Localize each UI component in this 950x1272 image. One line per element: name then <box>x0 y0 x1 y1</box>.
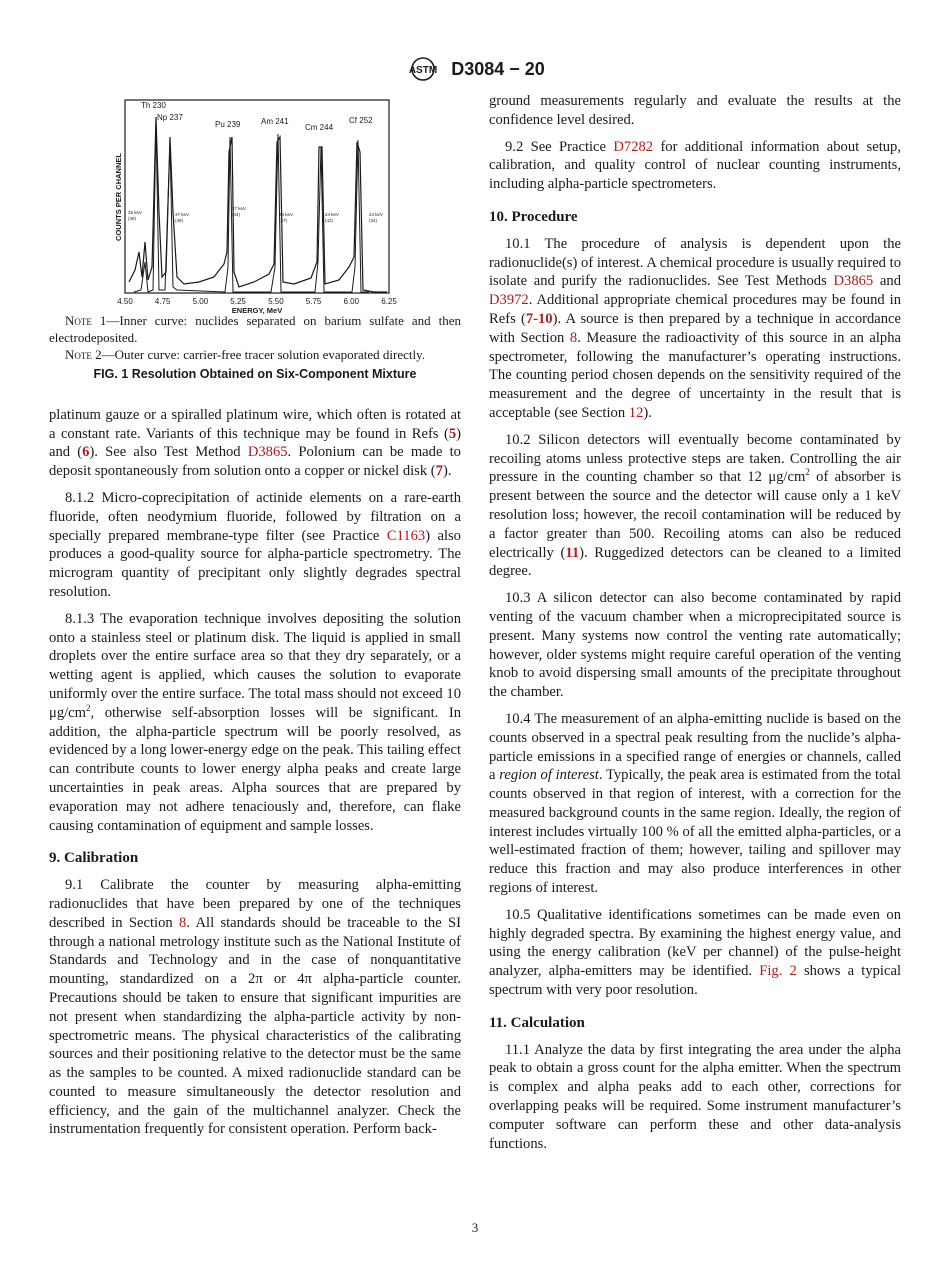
paragraph-8-1-2: 8.1.2 Micro-coprecipitation of actinide elements on a rare-earth fluoride, often neodymium fluoride, followed by filtration on a specially prepared membrane-type filter (see Practice C1163) also produces a good-quality source for alpha-particle spectrometry. The microgram quantity of precipitant only slightly degrades spectral resolution. <box>49 489 461 600</box>
page-number: 3 <box>471 1220 479 1235</box>
link-d7282[interactable]: D7282 <box>613 138 654 155</box>
page-header <box>0 56 950 82</box>
peak-label-th230: Th 230 <box>141 101 166 110</box>
document-id: D3084 − 20 <box>451 58 545 79</box>
section-heading-procedure: 10. Procedure <box>489 208 578 225</box>
section-heading-calculation: 11. Calculation <box>489 1014 585 1031</box>
astm-logo-icon <box>405 56 441 82</box>
peak-label-cf252: Cf 252 <box>349 116 373 125</box>
peak-label-pu239: Pu 239 <box>215 120 241 129</box>
link-fig-2[interactable]: Fig. 2 <box>759 963 797 980</box>
link-section-8[interactable]: 8 <box>179 914 187 931</box>
svg-text:5.00: 5.00 <box>192 297 209 306</box>
svg-text:25 keV: 25 keV <box>128 210 143 215</box>
ref-link-7-10[interactable]: 7-10 <box>525 310 553 327</box>
figure-1-chart <box>49 92 461 312</box>
peak-label-am241: Am 241 <box>261 117 289 126</box>
svg-text:ASTM: ASTM <box>409 65 438 76</box>
peak-label-np237: Np 237 <box>157 113 183 122</box>
paragraph-8-1-3: 8.1.3 The evaporation technique involves depositing the solution onto a stainless steel or platinum disk. The liquid is applied in small droplets over the entire surface area so that they dry separately, or a wetting agent is applied, which causes the solution to evaporate uniformly over the entire surface. The total mass should not exceed 10 $\mu g/cm^2$, otherwise self-absorption losses will be significant. In addition, the alpha-particle spectrum will be poorly resolved, as evidenced by a long lower-energy edge on the peak. This tailing effect can contribute counts to lower energy alpha peaks and create large uncertainties in peak areas. Alpha sources that are prepared by evaporation may not adhere tenaciously and, therefore, can flake causing contamination of equipment and sample losses. <box>49 610 461 834</box>
svg-text:(39): (39) <box>128 216 137 221</box>
ref-link-11[interactable]: 11 <box>565 544 580 561</box>
svg-text:(49): (49) <box>175 218 184 223</box>
svg-text:5.25: 5.25 <box>230 297 246 306</box>
paragraph-9-1-cont: ground measurements regularly and evaluate the results at the confidence level desired. <box>489 93 901 128</box>
svg-text:6.00: 6.00 <box>343 297 360 306</box>
paragraph-10-4: 10.4 The measurement of an alpha-emitting nuclide is based on the counts observed in a spectral peak resulting from the nuclide’s alpha-particle emissions in a specified range of energies or channels, called a region of interest. Typically, the peak area is estimated from the total counts observed in that region of interest, with a correction for the measured background counts in the same region. Ideally, the region of interest includes virtually 100 % of all the emitted alpha-particles, or a well-estimated fraction of them; however, tailing and spillover may reduce this fraction and may also produce interferences in other regions of interest. <box>489 710 901 897</box>
svg-text:4.50: 4.50 <box>117 297 133 306</box>
svg-text:24 keV: 24 keV <box>279 212 294 217</box>
paragraph-8-1-1-cont: platinum gauze or a spiralled platinum wire, which often is rotated at a constant rate. Variants of this technique may be found in Refs (5) and (6). See also Test Method D3865. Polonium can be made to deposit spontaneously from solution onto a copper or nickel disk (7). <box>49 406 461 480</box>
svg-text:(34): (34) <box>369 218 378 223</box>
figure-caption: FIG. 1 Resolution Obtained on Six-Component Mixture <box>93 367 417 381</box>
section-heading-calibration: 9. Calibration <box>49 850 139 867</box>
svg-text:5.50: 5.50 <box>268 297 284 306</box>
paragraph-9-1: 9.1 Calibrate the counter by measuring alpha-emitting radionuclides that have been prepared by one of the techniques described in Section 8. All standards should be traceable to the SI through a national metrology institute such as the National Institute of Standards and Technology and in the case of nonquantitative mounting, standardized on a 2π or 4π alpha-particle counter. Precautions should be taken to ensure that significant impurities are not present when standardizing the alpha-particle activity by non-spectrometric means. The physical characteristics of the calibrating sources and their positioning relative to the detector must be the same as the samples to be counted. A mixed radionuclide standard can be counted to measure simultaneously the detector resolution and efficiency, and the gain of the multichannel analyzer. Check the instrumentation frequently for consistent operation. Perform back- <box>49 877 461 1138</box>
svg-text:24 keV: 24 keV <box>369 212 384 217</box>
link-d3865[interactable]: D3865 <box>247 444 288 461</box>
link-d3865[interactable]: D3865 <box>833 273 874 290</box>
figure-note-1: Note 1—Inner curve: nuclides separated on barium sulfate and then electrodeposited. <box>49 313 461 345</box>
ref-link-6[interactable]: 6 <box>82 444 90 461</box>
link-section-8[interactable]: 8 <box>569 329 578 346</box>
svg-text:(37): (37) <box>279 218 288 223</box>
svg-text:COUNTS PER CHANNEL: COUNTS PER CHANNEL <box>114 153 123 241</box>
paragraph-10-3: 10.3 A silicon detector can also become contaminated by rapid venting of the vacuum chamber when a microprecipitated source is present. Many systems now control the venting rate automatically; however, older systems might require careful operation of the venting knob to avoid dispersing small amounts of the precipitate throughout the chamber. <box>489 590 901 701</box>
peak-label-cm244: Cm 244 <box>305 123 334 132</box>
svg-text:37 keV: 37 keV <box>175 212 190 217</box>
paragraph-11-1: 11.1 Analyze the data by first integrating the area under the alpha peak to obtain a gross count for the alpha emitter. When the spectrum is complex and alpha peaks add to each other, corrections for overlapping peaks will be required. Some instrument manufacturer’s computer software can perform these and other data-analysis functions. <box>489 1041 901 1152</box>
link-section-12[interactable]: 12 <box>628 404 644 421</box>
left-column <box>49 92 461 1147</box>
link-d3972[interactable]: D3972 <box>489 292 529 309</box>
svg-text:24 keV: 24 keV <box>325 212 340 217</box>
ref-link-5[interactable]: 5 <box>448 425 457 442</box>
paragraph-10-5: 10.5 Qualitative identifications sometimes can be made even on highly degraded spectra. By examining the highest energy value, and using the energy calibration (keV per channel) of the pulse-height analyzer, alpha-emitters may be identified. Fig. 2 shows a typical spectrum with very poor resolution. <box>489 906 901 999</box>
svg-text:27 keV: 27 keV <box>232 206 247 211</box>
link-c1163[interactable]: C1163 <box>386 527 426 544</box>
paragraph-10-2: 10.2 Silicon detectors will eventually become contaminated by recoiling atoms unless protective steps are taken. Controlling the air pressure in the counting chamber so that 12 $\mu g/cm^2$ of absorber is present between the source and the detector will cause only a 1 keV resolution loss; however, the recoil contamination will be reduced by a factor greater than 500. Recoiling atoms can also be reduced electrically (11). Ruggedized detectors can be cleaned to a limited degree. <box>489 431 902 580</box>
alpha-spectrum-chart <box>49 92 461 314</box>
svg-text:4.75: 4.75 <box>154 297 171 306</box>
figure-note-2: Note 2—Outer curve: carrier-free tracer solution evaporated directly. <box>65 347 426 362</box>
ref-link-7[interactable]: 7 <box>435 463 443 480</box>
svg-text:6.25: 6.25 <box>381 297 397 306</box>
paragraph-9-2: 9.2 See Practice D7282 for additional information about setup, calibration, and quality control of nuclear counting instruments, including alpha-particle spectrometers. <box>489 138 901 193</box>
right-column <box>489 92 901 1161</box>
svg-text:(42): (42) <box>325 218 334 223</box>
svg-text:5.75: 5.75 <box>305 297 322 306</box>
svg-text:(44): (44) <box>232 212 241 217</box>
paragraph-10-1: 10.1 The procedure of analysis is dependent upon the radionuclide(s) of interest. A chemical procedure is usually required to isolate and purify the radionuclides. See Test Methods D3865 and D3972. Additional appropriate chemical procedures may be found in Refs (7-10). A source is then prepared by a technique in accordance with Section 8. Measure the radioactivity of this source in an alpha spectrometer, following the manufacturer’s operating instructions. The counting period chosen depends on the sensitivity required of the measurement and the degree of uncertainty in the result that is acceptable (see Section 12). <box>489 235 901 421</box>
svg-text:ENERGY, MeV: ENERGY, MeV <box>231 306 283 314</box>
